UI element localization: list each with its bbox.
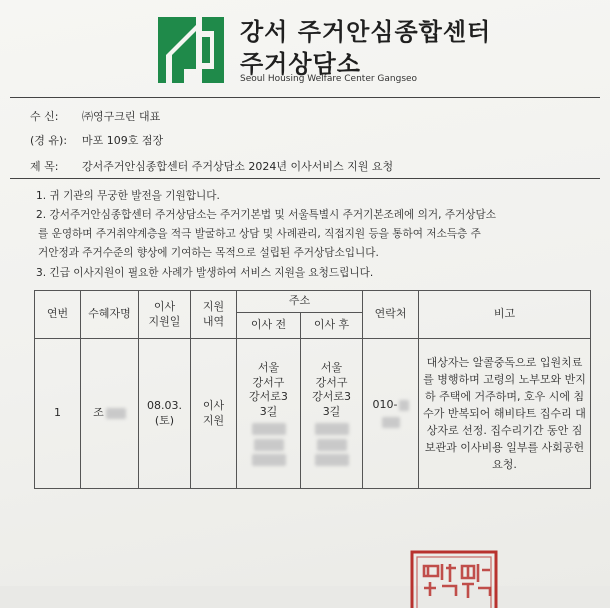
header-after: 이사 후 bbox=[301, 313, 363, 339]
header-contact: 연락처 bbox=[363, 291, 419, 339]
redacted-phone bbox=[382, 417, 400, 428]
body-paragraph-3: 3. 긴급 이사지원이 필요한 사례가 발생하여 서비스 지원을 요청드립니다. bbox=[36, 267, 374, 279]
redacted-address bbox=[252, 423, 286, 435]
body-paragraph-1: 1. 귀 기관의 무궁한 발전을 기원합니다. bbox=[36, 190, 220, 202]
redacted-name bbox=[106, 408, 126, 419]
subject-label: 제 목: bbox=[30, 160, 59, 173]
org-subtitle: 주거상담소 bbox=[240, 50, 361, 78]
cell-no: 1 bbox=[35, 339, 81, 489]
recipient-value: ㈜영구크린 대표 bbox=[82, 110, 161, 123]
subject-line bbox=[30, 158, 393, 174]
table-row bbox=[35, 339, 591, 489]
subject-value: 강서주거안심종합센터 주거상담소 2024년 이사서비스 지원 요청 bbox=[82, 160, 394, 173]
cell-after: 서울 강서구 강서로3 3길 bbox=[301, 339, 363, 489]
house-logo-icon bbox=[158, 17, 224, 83]
cell-name: 조 bbox=[81, 339, 139, 489]
cell-type: 이사 지원 bbox=[191, 339, 237, 489]
redacted-address bbox=[317, 439, 347, 451]
header-no: 연번 bbox=[35, 291, 81, 339]
redacted-address bbox=[252, 454, 286, 466]
divider bbox=[10, 97, 600, 98]
org-english-name: Seoul Housing Welfare Center Gangseo bbox=[240, 74, 418, 84]
header-type: 지원 내역 bbox=[191, 291, 237, 339]
redacted-address bbox=[315, 423, 349, 435]
redacted-address bbox=[254, 439, 284, 451]
cell-before: 서울 강서구 강서로3 3길 bbox=[237, 339, 301, 489]
via-label: (경 유): bbox=[30, 134, 68, 147]
official-seal-icon bbox=[408, 548, 500, 608]
support-table bbox=[34, 290, 591, 489]
body-paragraph-2b: 를 운영하며 주거취약계층을 적극 발굴하고 상담 및 사례관리, 직접지원 등을 통하여 저소득층 주 bbox=[38, 228, 481, 240]
header-address: 주소 bbox=[237, 291, 363, 313]
via-value: 마포 109호 점장 bbox=[82, 134, 164, 147]
body-paragraph-2a: 2. 강서주거안심종합센터 주거상담소는 주거기본법 및 서울특별시 주거기본조례에 의거, 주거상담소 bbox=[36, 209, 496, 221]
redacted-phone bbox=[399, 400, 409, 411]
divider bbox=[10, 178, 600, 179]
header-remarks: 비고 bbox=[419, 291, 591, 339]
recipient-line bbox=[30, 108, 160, 124]
recipient-label: 수 신: bbox=[30, 110, 59, 123]
body-paragraph-2c: 거안정과 주거수준의 향상에 기여하는 목적으로 설립된 주거상담소입니다. bbox=[38, 247, 379, 259]
header-date: 이사 지원일 bbox=[139, 291, 191, 339]
header-name: 수혜자명 bbox=[81, 291, 139, 339]
cell-contact: 010- bbox=[363, 339, 419, 489]
cell-remarks: 대상자는 알콜중독으로 입원치료를 병행하며 고령의 노부모와 반지하 주택에 거주하며, 호우 시에 침수가 반복되어 해비타트 집수리 대상자로 선정. 집수리기간 동안 짐 보관과 이사비용 일부를 사회공헌 요청. bbox=[419, 339, 591, 489]
org-name: 강서 주거안심종합센터 bbox=[240, 18, 492, 46]
cell-date: 08.03. (토) bbox=[139, 339, 191, 489]
via-line bbox=[30, 132, 163, 148]
header-before: 이사 전 bbox=[237, 313, 301, 339]
redacted-address bbox=[315, 454, 349, 466]
